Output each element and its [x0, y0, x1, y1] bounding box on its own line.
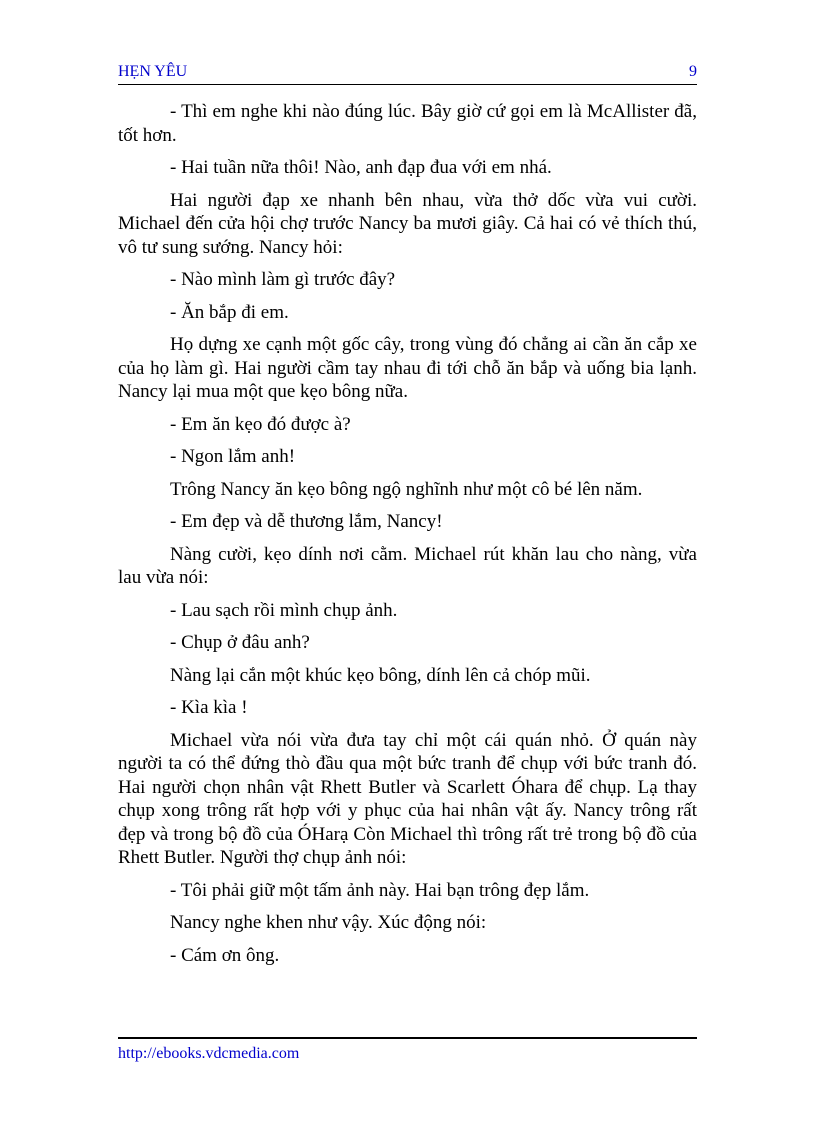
paragraph: Nancy nghe khen như vậy. Xúc động nói:	[170, 912, 487, 933]
paragraph: Họ dựng xe cạnh một gốc cây, trong vùng đó chẳng ai cần ăn cắp xe của họ làm gì. Hai người cầm tay nhau đi tới chỗ ăn bắp và uống bia lạnh. Nancy lại mua một que kẹo bông nữa.	[118, 334, 697, 402]
paragraph: Nàng cười, kẹo dính nơi cằm. Michael rút khăn lau cho nàng, vừa lau vừa nói:	[118, 543, 697, 588]
book-title: HẸN YÊU	[118, 63, 188, 80]
paragraph: Trông Nancy ăn kẹo bông ngộ nghĩnh như một cô bé lên năm.	[170, 478, 643, 500]
page-number: 9	[689, 63, 697, 80]
paragraph: - Nào mình làm gì trước đây?	[170, 269, 396, 290]
paragraph: - Cám ơn ông.	[170, 944, 280, 966]
paragraph: - Chụp ở đâu anh?	[170, 632, 310, 653]
paragraph: Nàng lại cắn một khúc kẹo bông, dính lên cả chóp mũi.	[170, 664, 591, 686]
page-footer	[118, 1037, 697, 1064]
paragraph: - Em đẹp và dễ thương lắm, Nancy!	[170, 511, 443, 532]
body-text	[118, 100, 697, 976]
paragraph: - Ăn bắp đi em.	[170, 301, 289, 323]
page-header	[118, 62, 697, 85]
paragraph: - Ngon lắm anh!	[170, 446, 296, 467]
footer-url-link[interactable]: http://ebooks.vdcmedia.com	[118, 1045, 300, 1062]
paragraph: - Hai tuần nữa thôi! Nào, anh đạp đua với em nhá.	[170, 157, 552, 178]
paragraph: - Thì em nghe khi nào đúng lúc. Bây giờ cứ gọi em là McAllister đã, tốt hơn.	[118, 101, 697, 146]
paragraph: - Tôi phải giữ một tấm ảnh này. Hai bạn trông đẹp lắm.	[170, 879, 590, 901]
paragraph: Michael vừa nói vừa đưa tay chỉ một cái quán nhỏ. Ở quán này người ta có thể đứng thò đầu qua một bức tranh để chụp với bức tranh đó. Hai người chọn nhân vật Rhett Butler và Scarlett Óhara để chụp. Lạ thay chụp xong trông rất hợp với y phục của hai nhân vật ấy. Nancy trông rất đẹp và trong bộ đồ của ÓHarạ Còn Michael thì trông rất trẻ trong bộ đồ của Rhett Butler. Người thợ chụp ảnh nói:	[118, 729, 697, 868]
paragraph: - Lau sạch rồi mình chụp ảnh.	[170, 599, 398, 621]
paragraph: - Kìa kìa !	[170, 697, 248, 718]
paragraph: Hai người đạp xe nhanh bên nhau, vừa thở dốc vừa vui cười. Michael đến cửa hội chợ trước Nancy ba mươi giây. Cả hai có vẻ thích thú, vô tư sung sướng. Nancy hỏi:	[118, 189, 697, 258]
paragraph: - Em ăn kẹo đó được à?	[170, 413, 351, 435]
